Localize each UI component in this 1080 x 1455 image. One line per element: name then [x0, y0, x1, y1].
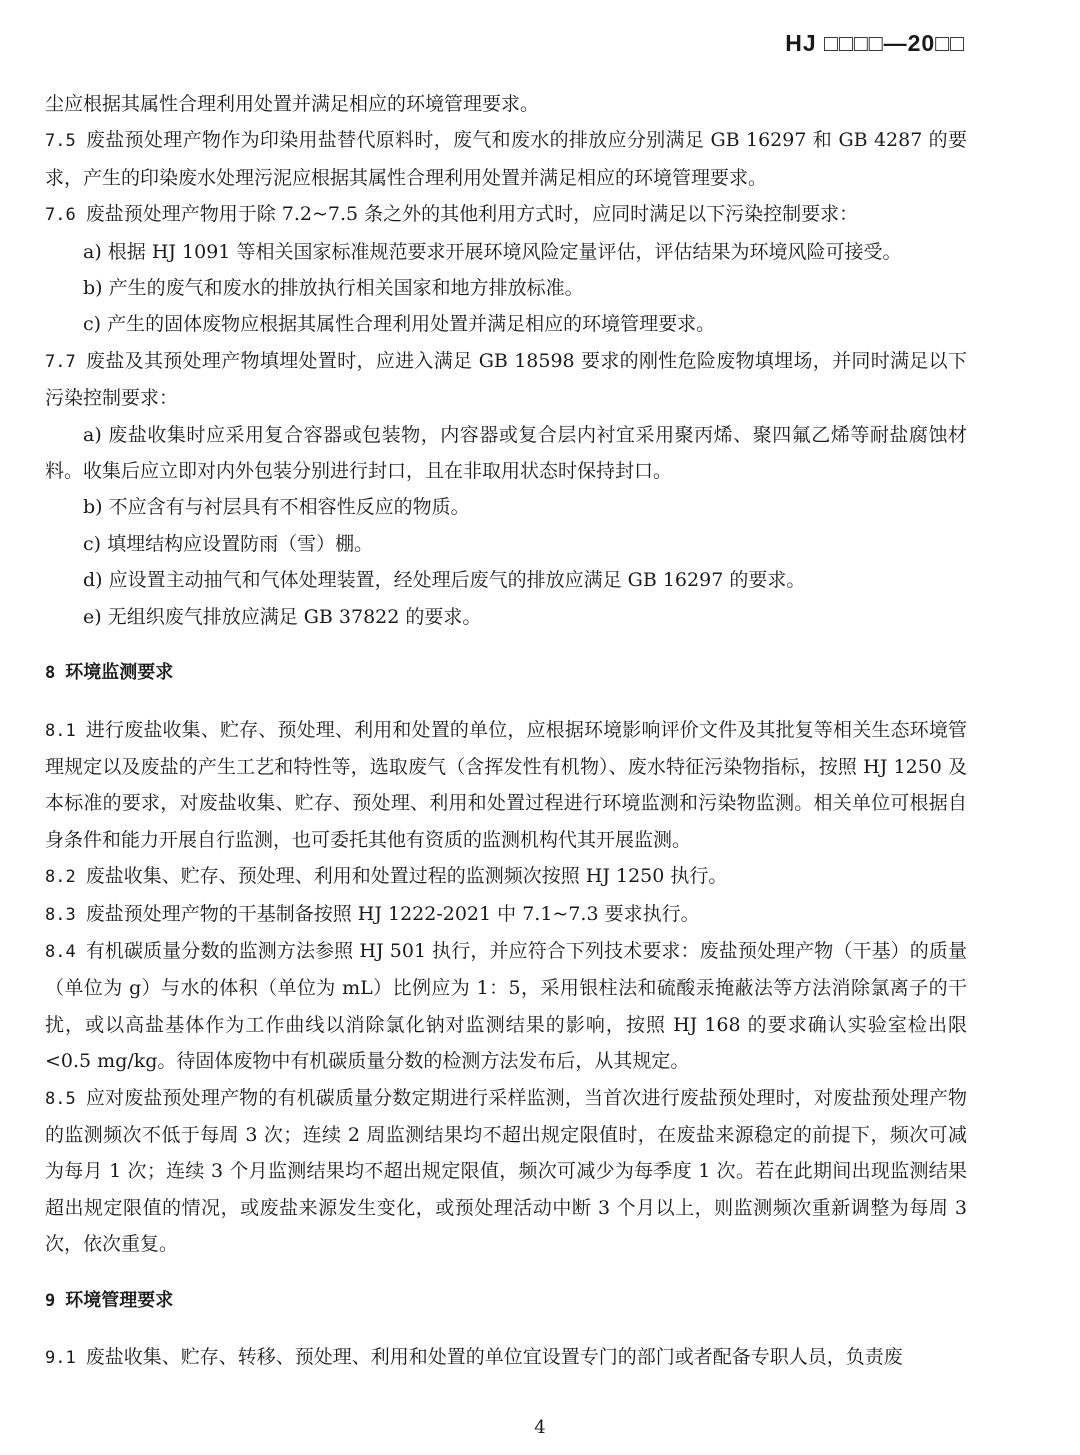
page-number: 4 — [534, 1417, 546, 1438]
clause-text: 废盐收集、贮存、转移、预处理、利用和处置的单位宜设置专门的部门或者配备专职人员，负责废 — [85, 1346, 903, 1368]
section-number: 9 — [45, 1290, 56, 1311]
clause-7-7 — [45, 343, 967, 417]
clause-number: 7.6 — [45, 205, 76, 226]
section-number: 8 — [45, 663, 56, 684]
clause-text: 废盐及其预处理产物填埋处置时，应进入满足 GB 18598 要求的刚性危险废物填埋场，并同时满足以下污染控制要求： — [45, 349, 967, 410]
list-item-7-6-a: a) 根据 HJ 1091 等相关国家标准规范要求开展环境风险定量评估，评估结果为环境风险可接受。 — [83, 240, 902, 263]
clause-text: 废盐收集、贮存、预处理、利用和处置过程的监测频次按照 HJ 1250 执行。 — [85, 865, 728, 888]
section-title: 环境管理要求 — [65, 1289, 174, 1311]
clause-text: 应对废盐预处理产物的有机碳质量分数定期进行采样监测，当首次进行废盐预处理时，对废盐预处理产物的监测频次不低于每周 3 次；连续 2 周监测结果均不超出规定限值时，在废盐来源稳定的前提下，频次可减为每月 1 次；连续 3 个月监测结果均不超出规定限值，频次可减少为每季度 1 次。若在此期间出现监测结果超出规定限值的情况，或废盐来源发生变化，或预处理活动中断 3 个月以上，则监测频次重新调整为每周 3 次，依次重复。 — [45, 1086, 967, 1256]
clause-7-6 — [45, 196, 967, 233]
clause-7-5 — [45, 122, 967, 196]
paragraph-continuation — [45, 86, 967, 122]
list-item-7-7-c: c) 填埋结构应设置防雨（雪）棚。 — [83, 532, 374, 555]
clause-text: 废盐预处理产物用于除 7.2~7.5 条之外的其他利用方式时，应同时满足以下污染控制要求： — [85, 203, 859, 226]
clause-8-3 — [45, 896, 967, 933]
clause-number: 8.2 — [45, 867, 76, 888]
clause-8-5 — [45, 1080, 967, 1263]
list-item-7-7-b: b) 不应含有与衬层具有不相容性反应的物质。 — [83, 496, 470, 519]
clause-text: 废盐预处理产物作为印染用盐替代原料时，废气和废水的排放应分别满足 GB 16297 和 GB 4287 的要求，产生的印染废水处理污泥应根据其属性合理利用处置并满足相应的环境管理要求。 — [45, 129, 967, 189]
clause-number: 8.4 — [45, 941, 76, 962]
clause-9-1 — [45, 1339, 967, 1376]
clause-text: 废盐预处理产物的干基制备按照 HJ 1222-2021 中 7.1~7.3 要求执行。 — [85, 902, 700, 925]
clause-number: 9.1 — [45, 1348, 76, 1368]
list-item-7-7-d: d) 应设置主动抽气和气体处理装置，经处理后废气的排放应满足 GB 16297 的要求。 — [83, 569, 806, 592]
list-item-7-7-a: a) 废盐收集时应采用复合容器或包装物，内容器或复合层内衬宜采用聚丙烯、聚四氟乙烯等耐盐腐蚀材料。收集后应立即对内外包装分别进行封口，且在非取用状态时保持封口。 — [45, 423, 967, 483]
clause-8-1 — [45, 712, 967, 859]
list-item-7-7-e: e) 无组织废气排放应满足 GB 37822 的要求。 — [83, 605, 482, 628]
list-item-7-6-c: c) 产生的固体废物应根据其属性合理利用处置并满足相应的环境管理要求。 — [83, 313, 716, 336]
clause-text: 有机碳质量分数的监测方法参照 HJ 501 执行，并应符合下列技术要求：废盐预处理产物（干基）的质量（单位为 g）与水的体积（单位为 mL）比例应为 1：5，采用银柱法和硫酸汞掩蔽法等方法消除氯离子的干扰，或以高盐基体作为工作曲线以消除氯化钠对监测结果的影响，按照 HJ 168 的要求确认实验室检出限<0.5 mg/kg。待固体废物中有机碳质量分数的检测方法发布后，从其规定。 — [45, 939, 967, 1073]
list-item-7-6-b: b) 产生的废气和废水的排放执行相关国家和地方排放标准。 — [83, 277, 584, 300]
clause-number: 8.1 — [45, 720, 76, 741]
clause-number: 8.3 — [45, 904, 76, 925]
document-body — [45, 86, 967, 1376]
clause-8-2 — [45, 858, 967, 895]
clause-number: 7.5 — [45, 131, 76, 152]
section-heading-9 — [45, 1283, 967, 1319]
document-code-header: HJ □□□□—20□□ — [785, 30, 965, 56]
clause-number: 7.7 — [45, 351, 76, 372]
clause-text: 进行废盐收集、贮存、预处理、利用和处置的单位，应根据环境影响评价文件及其批复等相关生态环境管理规定以及废盐的产生工艺和特性等，选取废气（含挥发性有机物）、废水特征污染物指标，按照 HJ 1250 及本标准的要求，对废盐收集、贮存、预处理、利用和处置过程进行环境监测和污染物监测。相关单位可根据自身条件和能力开展自行监测，也可委托其他有资质的监测机构代其开展监测。 — [45, 718, 967, 851]
section-title: 环境监测要求 — [65, 662, 174, 684]
section-heading-8 — [45, 655, 967, 691]
clause-number: 8.5 — [45, 1088, 76, 1109]
clause-8-4 — [45, 933, 967, 1080]
paragraph-text: 尘应根据其属性合理利用处置并满足相应的环境管理要求。 — [45, 93, 540, 115]
